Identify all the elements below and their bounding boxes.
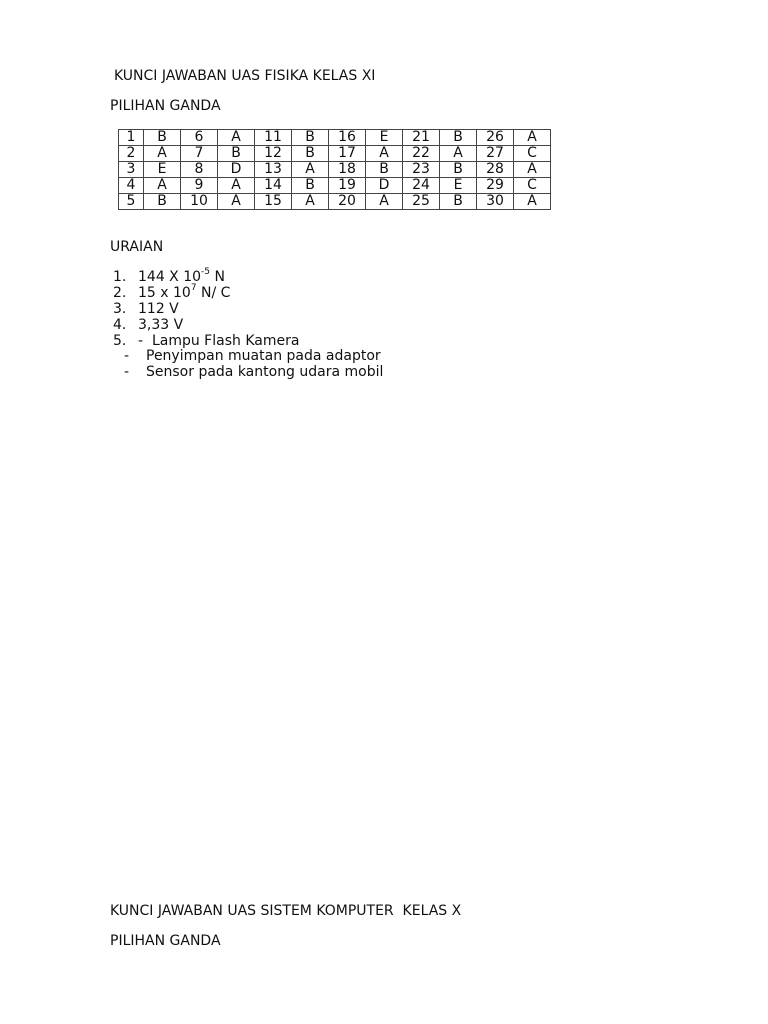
sub-item-text: Sensor pada kantong udara mobil xyxy=(146,364,384,380)
question-number-cell: 28 xyxy=(477,162,514,178)
answer-cell: B xyxy=(440,194,477,210)
bullet-dash: - xyxy=(124,348,130,364)
item-number: 1. xyxy=(113,269,127,285)
question-number-cell: 30 xyxy=(477,194,514,210)
table-row xyxy=(119,178,551,194)
answer-cell: C xyxy=(514,146,551,162)
answer-cell: A xyxy=(144,178,181,194)
question-number-cell: 26 xyxy=(477,130,514,146)
answer-cell: A xyxy=(514,130,551,146)
item-number: 4. xyxy=(113,317,127,333)
answer-cell: D xyxy=(218,162,255,178)
answer-cell: B xyxy=(292,130,329,146)
essay-answer-item xyxy=(113,285,299,301)
item-exponent: -5 xyxy=(201,267,211,278)
item-number: 5. xyxy=(113,333,127,349)
answer-cell: D xyxy=(366,178,403,194)
table-row xyxy=(119,146,551,162)
essay-sub-item xyxy=(124,348,383,364)
item-text: 3,33 V xyxy=(138,317,184,333)
question-number-cell: 13 xyxy=(255,162,292,178)
answer-cell: E xyxy=(366,130,403,146)
question-number-cell: 6 xyxy=(181,130,218,146)
question-number-cell: 23 xyxy=(403,162,440,178)
question-number-cell: 20 xyxy=(329,194,366,210)
answer-key-table xyxy=(118,129,551,210)
answer-cell: B xyxy=(144,194,181,210)
essay-sub-list xyxy=(124,348,383,380)
question-number-cell: 27 xyxy=(477,146,514,162)
answer-cell: E xyxy=(144,162,181,178)
question-number-cell: 5 xyxy=(119,194,144,210)
question-number-cell: 29 xyxy=(477,178,514,194)
answer-cell: B xyxy=(292,178,329,194)
answer-cell: A xyxy=(292,162,329,178)
question-number-cell: 12 xyxy=(255,146,292,162)
answer-cell: A xyxy=(218,178,255,194)
essay-sub-item xyxy=(124,364,383,380)
table-row xyxy=(119,162,551,178)
table-row xyxy=(119,194,551,210)
bullet-dash: - xyxy=(124,364,130,380)
answer-cell: E xyxy=(440,178,477,194)
essay-answer-item xyxy=(113,301,299,317)
answer-cell: A xyxy=(366,194,403,210)
answer-cell: A xyxy=(218,130,255,146)
sub-item-text: Penyimpan muatan pada adaptor xyxy=(146,348,381,364)
question-number-cell: 2 xyxy=(119,146,144,162)
answer-cell: A xyxy=(514,162,551,178)
essay-answer-item xyxy=(113,333,299,349)
item-number: 2. xyxy=(113,285,127,301)
question-number-cell: 18 xyxy=(329,162,366,178)
question-number-cell: 14 xyxy=(255,178,292,194)
question-number-cell: 21 xyxy=(403,130,440,146)
answer-cell: A xyxy=(218,194,255,210)
question-number-cell: 10 xyxy=(181,194,218,210)
item-unit: N/ C xyxy=(196,285,231,301)
question-number-cell: 11 xyxy=(255,130,292,146)
answer-cell: B xyxy=(292,146,329,162)
question-number-cell: 3 xyxy=(119,162,144,178)
section-label-pilihan-ganda-2: PILIHAN GANDA xyxy=(110,933,221,949)
answer-cell: C xyxy=(514,178,551,194)
item-text: 144 X 10 xyxy=(138,269,202,285)
question-number-cell: 9 xyxy=(181,178,218,194)
section-label-uraian: URAIAN xyxy=(110,239,164,255)
question-number-cell: 19 xyxy=(329,178,366,194)
question-number-cell: 24 xyxy=(403,178,440,194)
question-number-cell: 1 xyxy=(119,130,144,146)
item-text: - Lampu Flash Kamera xyxy=(138,333,300,349)
question-number-cell: 16 xyxy=(329,130,366,146)
essay-answer-item xyxy=(113,269,299,285)
answer-cell: B xyxy=(366,162,403,178)
item-exponent: 7 xyxy=(190,283,197,294)
item-text: 15 x 10 xyxy=(138,285,191,301)
item-text: 112 V xyxy=(138,301,179,317)
question-number-cell: 25 xyxy=(403,194,440,210)
answer-cell: A xyxy=(144,146,181,162)
item-number: 3. xyxy=(113,301,127,317)
question-number-cell: 17 xyxy=(329,146,366,162)
table-row xyxy=(119,130,551,146)
answer-cell: B xyxy=(440,162,477,178)
document-title-fisika: KUNCI JAWABAN UAS FISIKA KELAS XI xyxy=(114,68,376,84)
question-number-cell: 7 xyxy=(181,146,218,162)
question-number-cell: 8 xyxy=(181,162,218,178)
answer-cell: B xyxy=(440,130,477,146)
question-number-cell: 15 xyxy=(255,194,292,210)
answer-cell: A xyxy=(514,194,551,210)
item-unit: N xyxy=(210,269,225,285)
essay-answer-item xyxy=(113,317,299,333)
question-number-cell: 4 xyxy=(119,178,144,194)
answer-cell: A xyxy=(292,194,329,210)
answer-cell: B xyxy=(218,146,255,162)
answer-cell: B xyxy=(144,130,181,146)
question-number-cell: 22 xyxy=(403,146,440,162)
section-label-pilihan-ganda: PILIHAN GANDA xyxy=(110,98,221,114)
answer-cell: A xyxy=(366,146,403,162)
document-title-sistem-komputer: KUNCI JAWABAN UAS SISTEM KOMPUTER KELAS X xyxy=(110,903,462,919)
essay-answer-list xyxy=(113,269,299,349)
answer-cell: A xyxy=(440,146,477,162)
